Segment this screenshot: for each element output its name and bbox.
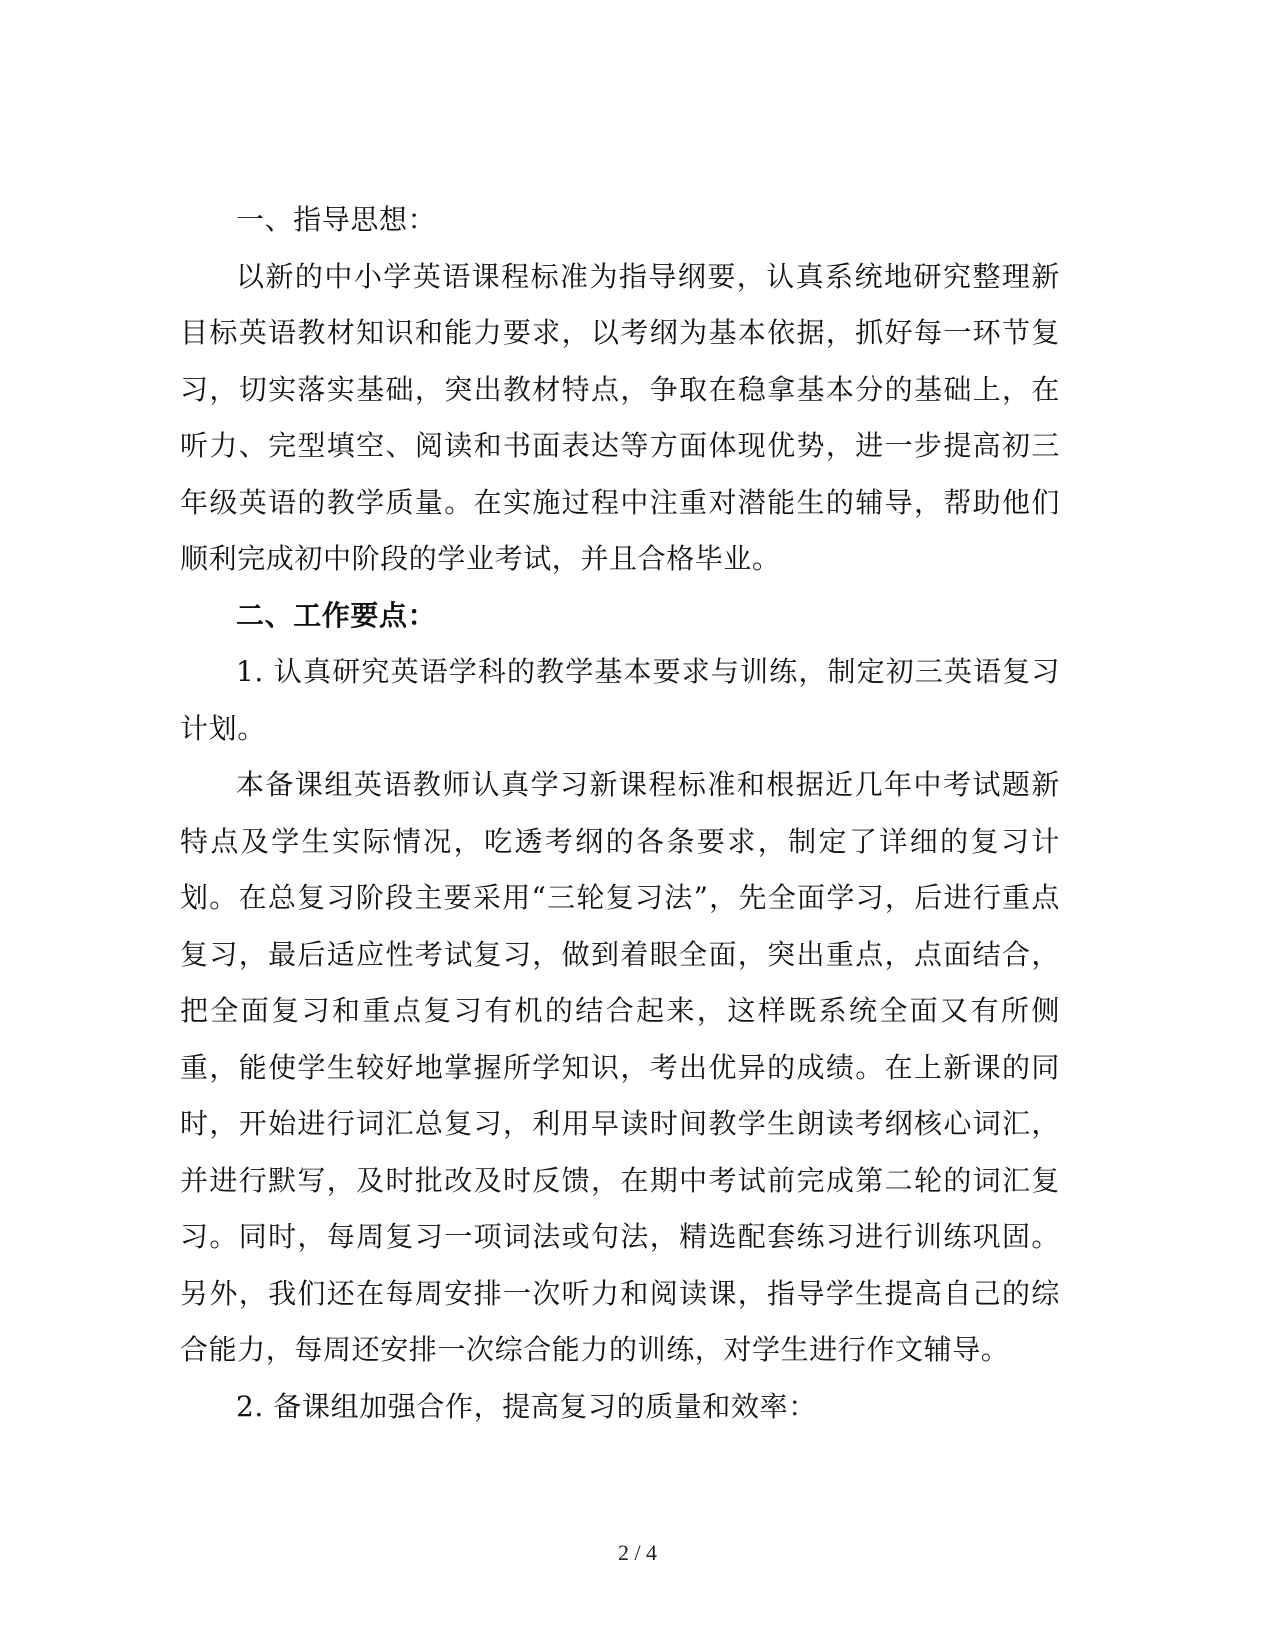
page-number: 2 / 4 <box>617 1540 658 1565</box>
section-heading-work-points: 二、工作要点： <box>236 598 437 632</box>
work-point-1: 1. 认真研究英语学科的教学基本要求与训练，制定初三英语复习计划。 <box>180 655 1060 745</box>
work-point-2: 2. 备课组加强合作，提高复习的质量和效率： <box>236 1389 817 1423</box>
document-body <box>180 192 1060 1435</box>
paragraph-review-plan: 本备课组英语教师认真学习新课程标准和根据近几年中考试题新特点及学生实际情况，吃透考纲的各条要求，制定了详细的复习计划。在总复习阶段主要采用“三轮复习法”，先全面学习，后进行重点复习，最后适应性考试复习，做到着眼全面，突出重点，点面结合，把全面复习和重点复习有机的结合起来，这样既系统全面又有所侧重，能使学生较好地掌握所学知识，考出优异的成绩。在上新课的同时，开始进行词汇总复习，利用早读时间教学生朗读考纲核心词汇，并进行默写，及时批改及时反馈，在期中考试前完成第二轮的词汇复习。同时，每周复习一项词法或句法，精选配套练习进行训练巩固。另外，我们还在每周安排一次听力和阅读课，指导学生提高自己的综合能力，每周还安排一次综合能力的训练，对学生进行作文辅导。 <box>180 768 1060 1366</box>
paragraph-guiding-ideology: 以新的中小学英语课程标准为指导纲要，认真系统地研究整理新目标英语教材知识和能力要求，以考纲为基本依据，抓好每一环节复习，切实落实基础，突出教材特点，争取在稳拿基本分的基础上，在听力、完型填空、阅读和书面表达等方面体现优势，进一步提高初三年级英语的教学质量。在实施过程中注重对潜能生的辅导，帮助他们顺利完成初中阶段的学业考试，并且合格毕业。 <box>180 259 1060 575</box>
section-heading-guiding-ideology: 一、指导思想： <box>236 203 437 236</box>
